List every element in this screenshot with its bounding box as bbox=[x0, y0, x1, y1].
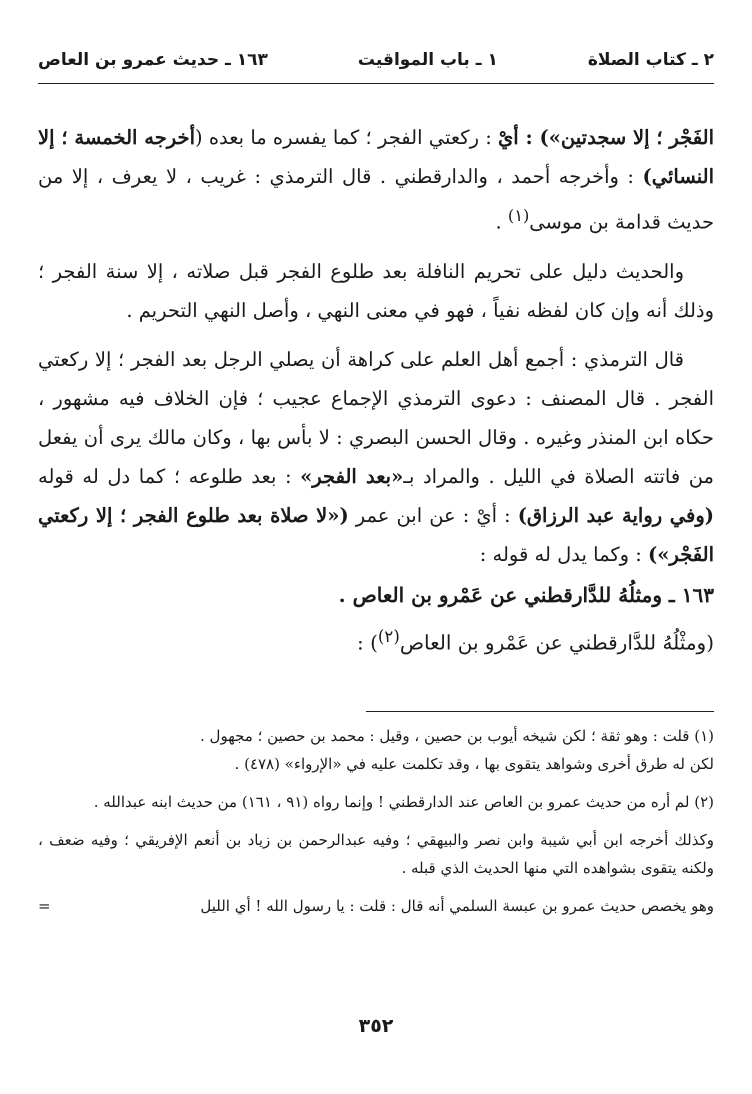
hadith-text-b: ) : bbox=[356, 630, 378, 655]
hadith-text bbox=[38, 616, 714, 664]
footnote-divider bbox=[366, 711, 714, 712]
footnote-1: (١) قلت : وهو ثقة ؛ لكن شيخه أيوب بن حصين ، وقيل : محمد بن حصين ؛ مجهول . bbox=[200, 727, 714, 745]
paragraph-3 bbox=[38, 340, 714, 574]
running-header bbox=[38, 40, 714, 80]
p3-text-c: : أيْ : عن ابن عمر bbox=[348, 503, 518, 527]
footnote-2-text: وهو يخصص حديث عمرو بن عبسة السلمي أنه قال : قلت : يا رسول الله ! أي الليل bbox=[200, 897, 714, 915]
header-chapter-middle: ١ ـ باب المواقيت bbox=[357, 50, 498, 70]
hadith-heading: ١٦٣ ـ ومثلُهُ للدَّارقطني عن عَمْرو بن العاص . bbox=[338, 582, 714, 607]
footnote-2-continued: وكذلك أخرجه ابن أبي شيبة وابن نصر والبيهقي ؛ وفيه عبدالرحمن بن زياد بن أنعم الإفريقي ؛ وفيه ضعف ، ولكنه يتقوى بشواهده التي منها الحديث الذي قبله . bbox=[38, 831, 714, 877]
footnote-2: (٢) لم أره من حديث عمرو بن العاص عند الدارقطني ! وإنما رواه (٩١ ، ١٦١) من حديث ابنه عبدالله . bbox=[93, 793, 714, 811]
paragraph-2: والحديث دليل على تحريم النافلة بعد طلوع الفجر قبل صلاته ، إلا سنة الفجر ؛ وذلك أنه وإن كان لفظه نفياً ، فهو في معنى النهي ، وأصل النهي التحريم . bbox=[38, 259, 714, 322]
p1-text-b: : وأخرجه أحمد ، والدارقطني . قال الترمذي : غريب ، لا يعرف ، إلا من حديث قدامة بن موسى bbox=[38, 165, 714, 234]
p3-bold-a: «بعد الفجر» bbox=[300, 464, 404, 488]
p1-end: . bbox=[495, 210, 508, 234]
p1-bold-b: أخرجه الخمسة ؛ إلا النسائي) bbox=[38, 126, 714, 188]
paragraph-1 bbox=[38, 118, 714, 242]
p3-bold-b: (وفي رواية عبد الرزاق) bbox=[517, 503, 715, 527]
page-number: ٣٥٢ bbox=[358, 1015, 394, 1037]
header-section-left: ١٦٣ ـ حديث عمرو بن العاص bbox=[38, 50, 268, 70]
p3-text-a: قال الترمذي : أجمع أهل العلم على كراهة أن يصلي الرجل بعد الفجر ؛ إلا ركعتي الفجر . قال المصنف : دعوى الترمذي الإجماع عجيب ؛ فإن الخلاف فيه مشهور ، حكاه ابن المنذر وغيره . وقال الحسن البصري : لا بأس بها ، وكان مالك يرى أن يفعل من فاتته الصلاة في الليل . والمراد بـ bbox=[38, 347, 715, 488]
p1-bold-a: الفَجْر ؛ إلا سجدتين») : أيْ bbox=[498, 126, 714, 149]
header-divider bbox=[38, 83, 714, 84]
footnotes bbox=[38, 722, 714, 920]
footnote-ref-1[interactable]: (١) bbox=[507, 206, 530, 225]
main-text bbox=[38, 118, 714, 663]
footnote-1-continued: لكن له طرق أخرى وشواهد يتقوى بها ، وقد تكلمت عليه في «الإرواء» (٤٧٨) . bbox=[234, 755, 714, 773]
p3-bold-c: («لا صلاة بعد طلوع الفجر ؛ إلا ركعتي الفَجْر») bbox=[38, 503, 714, 566]
footnote-ref-2[interactable]: (٢) bbox=[377, 626, 400, 646]
hadith-text-a: (ومثْلُهُ للدَّارقطني عن عَمْرو بن العاص bbox=[399, 630, 714, 655]
p3-text-d: : وكما يدل له قوله : bbox=[479, 542, 649, 566]
header-book-right: ٢ ـ كتاب الصلاة bbox=[587, 50, 714, 70]
p1-text-a: : ركعتي الفجر ؛ كما يفسره ما بعده ( bbox=[194, 126, 499, 149]
continuation-mark: = bbox=[38, 897, 51, 915]
p3-text-b: : بعد طلوعه ؛ كما دل له قوله bbox=[38, 464, 301, 488]
footnote-2-continued-2 bbox=[38, 892, 714, 920]
